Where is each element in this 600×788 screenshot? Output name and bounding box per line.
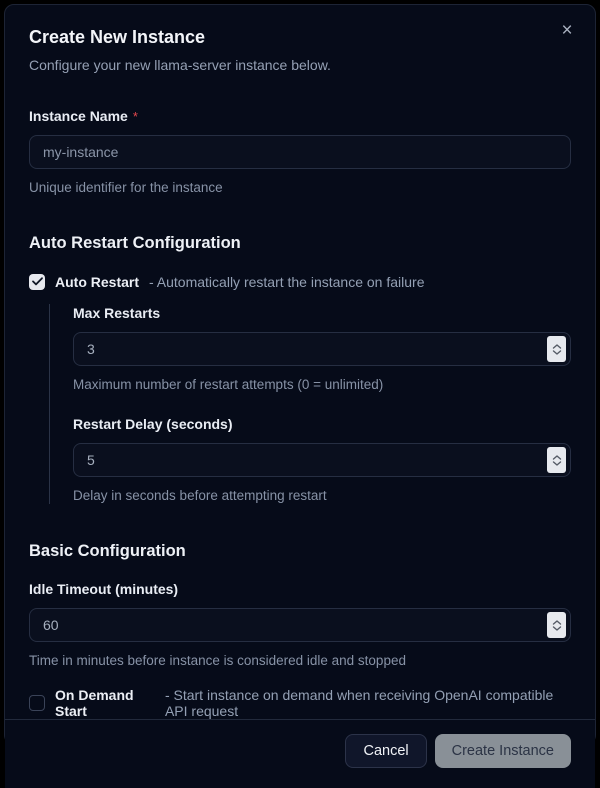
number-stepper-icon[interactable] [547,336,566,362]
idle-timeout-help: Time in minutes before instance is considered idle and stopped [29,653,406,668]
instance-name-help: Unique identifier for the instance [29,180,223,195]
dialog-footer [5,719,595,788]
max-restarts-field [73,304,571,393]
number-stepper-icon[interactable] [547,612,566,638]
close-icon[interactable]: × [555,19,579,43]
idle-timeout-field [29,580,571,669]
auto-restart-checkbox-label: Auto Restart [55,274,140,290]
max-restarts-label: Max Restarts [73,305,161,321]
on-demand-checkbox[interactable] [29,695,45,711]
checkmark-icon [32,273,43,291]
dialog-header [5,5,595,75]
auto-restart-checkbox-row[interactable] [29,274,571,290]
instance-name-field [29,107,571,196]
create-instance-dialog [4,4,596,759]
restart-delay-input[interactable] [73,443,571,477]
idle-timeout-label: Idle Timeout (minutes) [29,581,179,597]
restart-delay-field [73,415,571,504]
auto-restart-settings-group [49,304,571,504]
on-demand-checkbox-label: On Demand Start [55,687,134,719]
idle-timeout-input[interactable] [29,608,571,642]
restart-delay-label: Restart Delay (seconds) [73,416,233,432]
on-demand-checkbox-description: - Start instance on demand when receiving OpenAI compatible API request [164,687,554,719]
dialog-subtitle: Configure your new llama-server instance below. [29,57,331,73]
cancel-button[interactable]: Cancel [345,734,426,768]
basic-section-heading: Basic Configuration [29,542,186,560]
number-stepper-icon[interactable] [547,447,566,473]
max-restarts-input[interactable] [73,332,571,366]
dialog-title: Create New Instance [29,27,206,47]
create-instance-button[interactable]: Create Instance [435,734,571,768]
dialog-body [5,75,595,719]
instance-name-label: Instance Name [29,108,128,124]
on-demand-checkbox-row[interactable] [29,687,571,719]
max-restarts-help: Maximum number of restart attempts (0 = unlimited) [73,377,384,392]
restart-delay-help: Delay in seconds before attempting restart [73,488,327,503]
auto-restart-checkbox[interactable] [29,274,45,290]
instance-name-input[interactable] [29,135,571,169]
auto-restart-checkbox-description: - Automatically restart the instance on failure [149,274,425,290]
auto-restart-section-heading: Auto Restart Configuration [29,234,241,252]
required-asterisk: * [132,109,138,124]
